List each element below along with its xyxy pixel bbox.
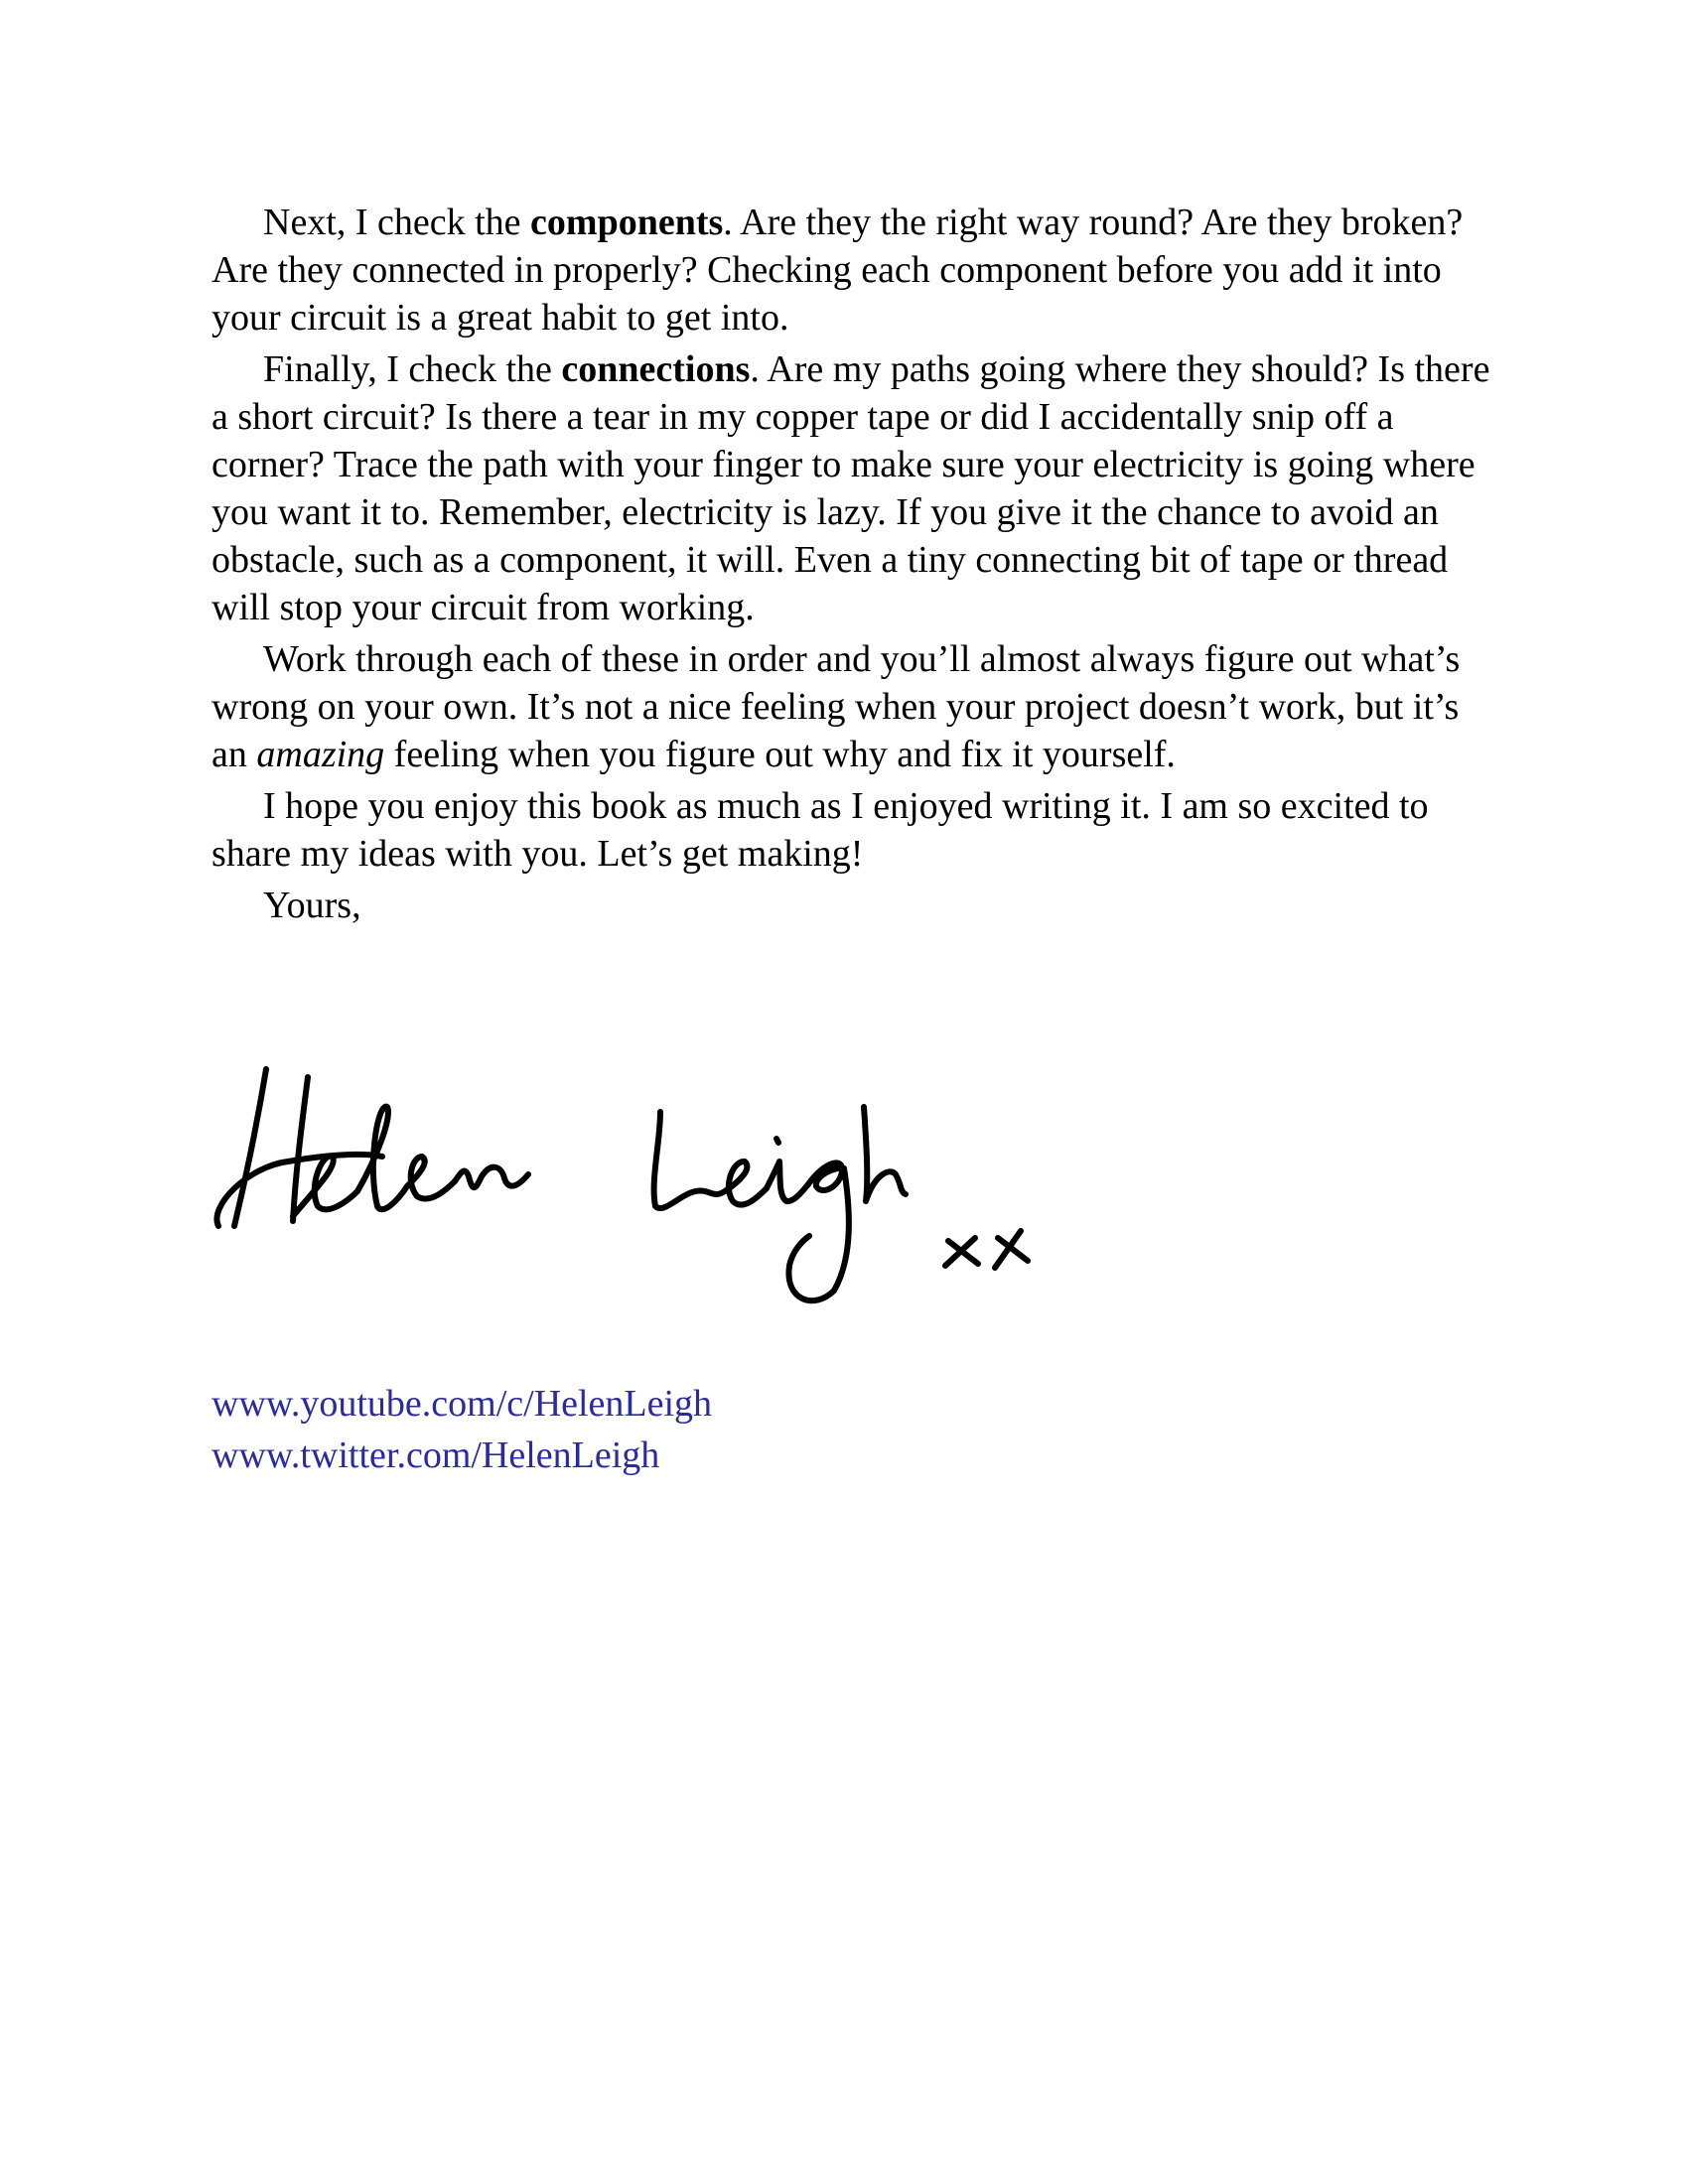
paragraph-text: I hope you enjoy this book as much as I enjoyed writing it. I am so excited to share my ideas with you. Let’s get making!: [211, 785, 1429, 875]
paragraph-components: [211, 199, 1492, 341]
paragraph-connections: [211, 345, 1492, 631]
twitter-link[interactable]: www.twitter.com/HelenLeigh: [211, 1434, 660, 1476]
paragraph-text: Yours,: [263, 885, 361, 926]
paragraph-text: . Are my paths going where they should? Is there a short circuit? Is there a tear in my copper tape or did I accidentally snip off a corner? Trace the path with your finger to make sure your electricity is going where you want it to. Remember, electricity is lazy. If you give it the chance to avoid an obstacle, such as a component, it will. Even a tiny connecting bit of tape or thread will stop your circuit from working.: [211, 348, 1490, 628]
paragraph-text: Work through each of these in order and you’ll almost always figure out what’s wrong on your own. It’s not a nice feeling when your project doesn’t work, but it’s an: [211, 638, 1461, 775]
paragraph-text: Finally, I check the: [263, 348, 562, 390]
handwritten-signature: [209, 1057, 1162, 1325]
italic-term-amazing: amazing: [256, 734, 385, 775]
paragraph-text: feeling when you figure out why and fix it yourself.: [384, 734, 1176, 775]
bold-term-components: components: [530, 202, 724, 243]
paragraph-text: Next, I check the: [263, 202, 531, 243]
bold-term-connections: connections: [561, 348, 751, 390]
letter-body: [211, 199, 1492, 933]
paragraph-enjoy: [211, 782, 1492, 878]
contact-links: [211, 1378, 712, 1481]
youtube-link[interactable]: www.youtube.com/c/HelenLeigh: [211, 1383, 713, 1425]
paragraph-text: . Are they the right way round? Are they broken? Are they connected in properly? Checking each component before you add it into your circuit is a great habit to get into.: [211, 202, 1464, 339]
paragraph-work-through: [211, 635, 1492, 778]
closing-yours: [211, 882, 1492, 929]
